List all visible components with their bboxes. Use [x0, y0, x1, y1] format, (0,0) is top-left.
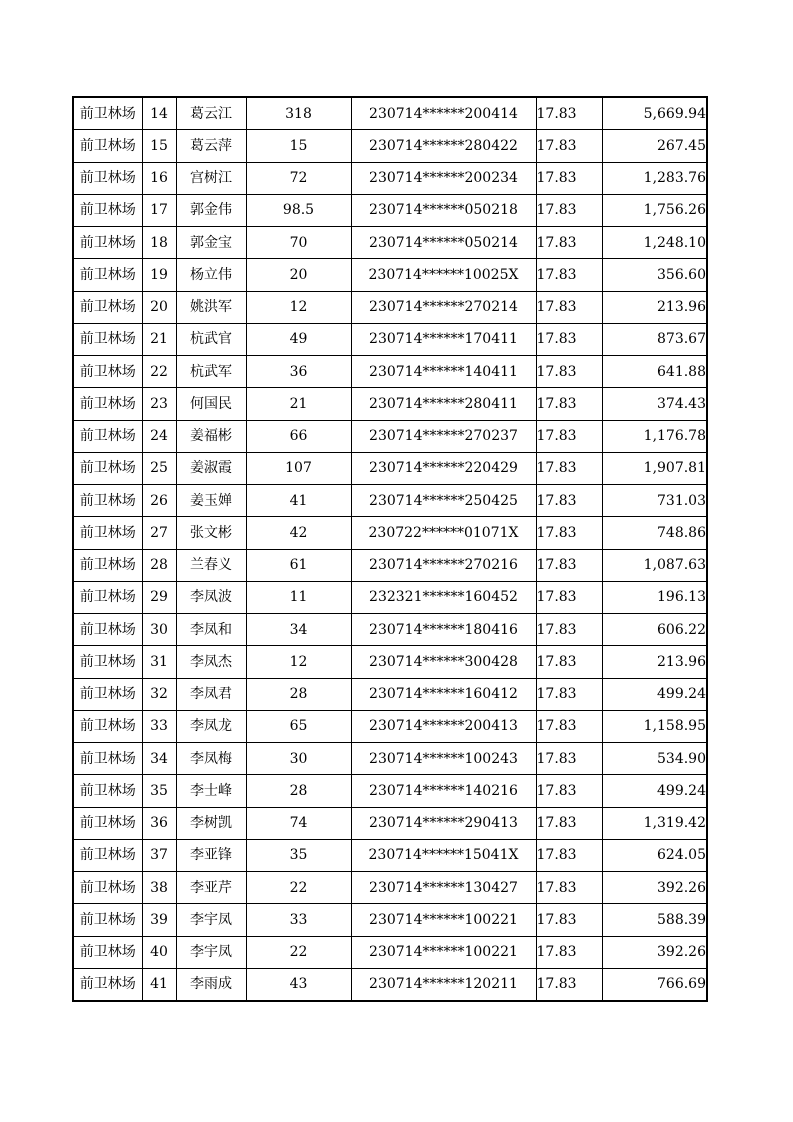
unit-cell: 前卫林场: [73, 162, 142, 194]
id-number-cell: 230722******01071X: [351, 517, 536, 549]
area-cell: 107: [246, 452, 351, 484]
id-number-cell: 230714******130427: [351, 872, 536, 904]
seq-cell: 26: [142, 485, 176, 517]
amount-cell: 267.45: [602, 130, 707, 162]
amount-cell: 1,248.10: [602, 227, 707, 259]
amount-cell: 1,087.63: [602, 549, 707, 581]
id-number-cell: 230714******10025X: [351, 259, 536, 291]
id-number-cell: 230714******200413: [351, 710, 536, 742]
id-number-cell: 230714******270214: [351, 291, 536, 323]
area-cell: 74: [246, 807, 351, 839]
table-row: [73, 194, 707, 226]
unit-price-cell: 17.83: [536, 872, 602, 904]
name-cell: 杭武官: [176, 323, 246, 355]
area-cell: 22: [246, 872, 351, 904]
seq-cell: 36: [142, 807, 176, 839]
table-row: [73, 936, 707, 968]
table-row: [73, 227, 707, 259]
unit-price-cell: 17.83: [536, 549, 602, 581]
unit-cell: 前卫林场: [73, 678, 142, 710]
name-cell: 李宇凤: [176, 904, 246, 936]
seq-cell: 22: [142, 356, 176, 388]
amount-cell: 196.13: [602, 581, 707, 613]
area-cell: 41: [246, 485, 351, 517]
id-number-cell: 230714******050218: [351, 194, 536, 226]
seq-cell: 40: [142, 936, 176, 968]
amount-cell: 1,283.76: [602, 162, 707, 194]
name-cell: 杭武军: [176, 356, 246, 388]
id-number-cell: 230714******100243: [351, 743, 536, 775]
unit-price-cell: 17.83: [536, 162, 602, 194]
area-cell: 28: [246, 678, 351, 710]
area-cell: 49: [246, 323, 351, 355]
unit-price-cell: 17.83: [536, 743, 602, 775]
name-cell: 李凤梅: [176, 743, 246, 775]
amount-cell: 374.43: [602, 388, 707, 420]
table-row: [73, 291, 707, 323]
unit-cell: 前卫林场: [73, 388, 142, 420]
seq-cell: 18: [142, 227, 176, 259]
amount-cell: 213.96: [602, 291, 707, 323]
unit-cell: 前卫林场: [73, 259, 142, 291]
table-row: [73, 162, 707, 194]
unit-cell: 前卫林场: [73, 517, 142, 549]
name-cell: 李亚锋: [176, 839, 246, 871]
area-cell: 98.5: [246, 194, 351, 226]
area-cell: 61: [246, 549, 351, 581]
name-cell: 姜福彬: [176, 420, 246, 452]
unit-price-cell: 17.83: [536, 839, 602, 871]
id-number-cell: 230714******170411: [351, 323, 536, 355]
amount-cell: 1,756.26: [602, 194, 707, 226]
table-row: [73, 581, 707, 613]
table-row: [73, 549, 707, 581]
amount-cell: 606.22: [602, 614, 707, 646]
seq-cell: 17: [142, 194, 176, 226]
name-cell: 李宇凤: [176, 936, 246, 968]
unit-cell: 前卫林场: [73, 323, 142, 355]
seq-cell: 41: [142, 968, 176, 1001]
table-row: [73, 839, 707, 871]
seq-cell: 37: [142, 839, 176, 871]
area-cell: 11: [246, 581, 351, 613]
id-number-cell: 230714******200234: [351, 162, 536, 194]
amount-cell: 356.60: [602, 259, 707, 291]
table-row: [73, 323, 707, 355]
unit-price-cell: 17.83: [536, 97, 602, 130]
name-cell: 姚洪军: [176, 291, 246, 323]
table-row: [73, 872, 707, 904]
area-cell: 42: [246, 517, 351, 549]
name-cell: 姜玉婵: [176, 485, 246, 517]
seq-cell: 31: [142, 646, 176, 678]
table-row: [73, 452, 707, 484]
id-number-cell: 230714******100221: [351, 904, 536, 936]
unit-cell: 前卫林场: [73, 291, 142, 323]
table-row: [73, 678, 707, 710]
unit-price-cell: 17.83: [536, 323, 602, 355]
area-cell: 28: [246, 775, 351, 807]
data-table: [72, 96, 708, 1002]
unit-price-cell: 17.83: [536, 356, 602, 388]
unit-cell: 前卫林场: [73, 452, 142, 484]
table-row: [73, 710, 707, 742]
id-number-cell: 230714******120211: [351, 968, 536, 1001]
seq-cell: 23: [142, 388, 176, 420]
area-cell: 66: [246, 420, 351, 452]
unit-price-cell: 17.83: [536, 194, 602, 226]
id-number-cell: 230714******140216: [351, 775, 536, 807]
name-cell: 李亚芹: [176, 872, 246, 904]
table-row: [73, 614, 707, 646]
seq-cell: 28: [142, 549, 176, 581]
unit-cell: 前卫林场: [73, 485, 142, 517]
table-row: [73, 420, 707, 452]
unit-price-cell: 17.83: [536, 807, 602, 839]
unit-price-cell: 17.83: [536, 517, 602, 549]
unit-price-cell: 17.83: [536, 291, 602, 323]
amount-cell: 499.24: [602, 775, 707, 807]
id-number-cell: 232321******160452: [351, 581, 536, 613]
area-cell: 20: [246, 259, 351, 291]
area-cell: 318: [246, 97, 351, 130]
unit-cell: 前卫林场: [73, 549, 142, 581]
table-row: [73, 646, 707, 678]
name-cell: 李凤君: [176, 678, 246, 710]
unit-cell: 前卫林场: [73, 904, 142, 936]
name-cell: 姜淑霞: [176, 452, 246, 484]
unit-cell: 前卫林场: [73, 194, 142, 226]
name-cell: 李凤杰: [176, 646, 246, 678]
unit-cell: 前卫林场: [73, 130, 142, 162]
unit-price-cell: 17.83: [536, 452, 602, 484]
amount-cell: 641.88: [602, 356, 707, 388]
name-cell: 郭金伟: [176, 194, 246, 226]
id-number-cell: 230714******280422: [351, 130, 536, 162]
area-cell: 72: [246, 162, 351, 194]
unit-cell: 前卫林场: [73, 356, 142, 388]
unit-price-cell: 17.83: [536, 775, 602, 807]
area-cell: 30: [246, 743, 351, 775]
seq-cell: 24: [142, 420, 176, 452]
seq-cell: 38: [142, 872, 176, 904]
table-row: [73, 743, 707, 775]
unit-cell: 前卫林场: [73, 581, 142, 613]
unit-price-cell: 17.83: [536, 485, 602, 517]
area-cell: 34: [246, 614, 351, 646]
table-row: [73, 388, 707, 420]
amount-cell: 731.03: [602, 485, 707, 517]
id-number-cell: 230714******290413: [351, 807, 536, 839]
amount-cell: 1,907.81: [602, 452, 707, 484]
seq-cell: 35: [142, 775, 176, 807]
seq-cell: 15: [142, 130, 176, 162]
amount-cell: 392.26: [602, 872, 707, 904]
amount-cell: 748.86: [602, 517, 707, 549]
unit-price-cell: 17.83: [536, 420, 602, 452]
table-row: [73, 517, 707, 549]
seq-cell: 19: [142, 259, 176, 291]
name-cell: 葛云江: [176, 97, 246, 130]
name-cell: 兰春义: [176, 549, 246, 581]
id-number-cell: 230714******160412: [351, 678, 536, 710]
unit-cell: 前卫林场: [73, 936, 142, 968]
unit-cell: 前卫林场: [73, 872, 142, 904]
unit-price-cell: 17.83: [536, 646, 602, 678]
unit-cell: 前卫林场: [73, 807, 142, 839]
name-cell: 李凤和: [176, 614, 246, 646]
id-number-cell: 230714******270237: [351, 420, 536, 452]
id-number-cell: 230714******280411: [351, 388, 536, 420]
amount-cell: 213.96: [602, 646, 707, 678]
name-cell: 何国民: [176, 388, 246, 420]
unit-price-cell: 17.83: [536, 968, 602, 1001]
seq-cell: 39: [142, 904, 176, 936]
id-number-cell: 230714******300428: [351, 646, 536, 678]
id-number-cell: 230714******15041X: [351, 839, 536, 871]
seq-cell: 33: [142, 710, 176, 742]
seq-cell: 32: [142, 678, 176, 710]
area-cell: 15: [246, 130, 351, 162]
name-cell: 张文彬: [176, 517, 246, 549]
unit-price-cell: 17.83: [536, 388, 602, 420]
unit-cell: 前卫林场: [73, 227, 142, 259]
unit-cell: 前卫林场: [73, 839, 142, 871]
unit-cell: 前卫林场: [73, 710, 142, 742]
table-row: [73, 485, 707, 517]
name-cell: 杨立伟: [176, 259, 246, 291]
area-cell: 33: [246, 904, 351, 936]
unit-cell: 前卫林场: [73, 743, 142, 775]
area-cell: 35: [246, 839, 351, 871]
amount-cell: 873.67: [602, 323, 707, 355]
area-cell: 21: [246, 388, 351, 420]
amount-cell: 1,158.95: [602, 710, 707, 742]
table-row: [73, 97, 707, 130]
unit-price-cell: 17.83: [536, 259, 602, 291]
unit-cell: 前卫林场: [73, 646, 142, 678]
seq-cell: 20: [142, 291, 176, 323]
unit-price-cell: 17.83: [536, 130, 602, 162]
amount-cell: 392.26: [602, 936, 707, 968]
name-cell: 宫树江: [176, 162, 246, 194]
seq-cell: 21: [142, 323, 176, 355]
unit-cell: 前卫林场: [73, 420, 142, 452]
name-cell: 李凤波: [176, 581, 246, 613]
unit-price-cell: 17.83: [536, 936, 602, 968]
unit-cell: 前卫林场: [73, 775, 142, 807]
unit-price-cell: 17.83: [536, 581, 602, 613]
id-number-cell: 230714******200414: [351, 97, 536, 130]
area-cell: 43: [246, 968, 351, 1001]
id-number-cell: 230714******100221: [351, 936, 536, 968]
id-number-cell: 230714******180416: [351, 614, 536, 646]
id-number-cell: 230714******050214: [351, 227, 536, 259]
area-cell: 12: [246, 291, 351, 323]
name-cell: 李凤龙: [176, 710, 246, 742]
area-cell: 70: [246, 227, 351, 259]
seq-cell: 14: [142, 97, 176, 130]
unit-price-cell: 17.83: [536, 614, 602, 646]
table-row: [73, 904, 707, 936]
name-cell: 葛云萍: [176, 130, 246, 162]
amount-cell: 766.69: [602, 968, 707, 1001]
table-row: [73, 130, 707, 162]
table-row: [73, 775, 707, 807]
seq-cell: 29: [142, 581, 176, 613]
name-cell: 郭金宝: [176, 227, 246, 259]
id-number-cell: 230714******270216: [351, 549, 536, 581]
name-cell: 李士峰: [176, 775, 246, 807]
amount-cell: 499.24: [602, 678, 707, 710]
seq-cell: 30: [142, 614, 176, 646]
unit-price-cell: 17.83: [536, 904, 602, 936]
unit-cell: 前卫林场: [73, 614, 142, 646]
unit-price-cell: 17.83: [536, 227, 602, 259]
area-cell: 22: [246, 936, 351, 968]
table-row: [73, 356, 707, 388]
seq-cell: 27: [142, 517, 176, 549]
unit-cell: 前卫林场: [73, 97, 142, 130]
seq-cell: 25: [142, 452, 176, 484]
id-number-cell: 230714******220429: [351, 452, 536, 484]
unit-price-cell: 17.83: [536, 710, 602, 742]
table-row: [73, 968, 707, 1001]
amount-cell: 624.05: [602, 839, 707, 871]
name-cell: 李雨成: [176, 968, 246, 1001]
table-row: [73, 807, 707, 839]
unit-price-cell: 17.83: [536, 678, 602, 710]
area-cell: 12: [246, 646, 351, 678]
name-cell: 李树凯: [176, 807, 246, 839]
seq-cell: 16: [142, 162, 176, 194]
amount-cell: 1,319.42: [602, 807, 707, 839]
amount-cell: 588.39: [602, 904, 707, 936]
table-row: [73, 259, 707, 291]
amount-cell: 534.90: [602, 743, 707, 775]
id-number-cell: 230714******250425: [351, 485, 536, 517]
area-cell: 65: [246, 710, 351, 742]
seq-cell: 34: [142, 743, 176, 775]
unit-cell: 前卫林场: [73, 968, 142, 1001]
table-body: [73, 97, 707, 1001]
amount-cell: 1,176.78: [602, 420, 707, 452]
amount-cell: 5,669.94: [602, 97, 707, 130]
area-cell: 36: [246, 356, 351, 388]
id-number-cell: 230714******140411: [351, 356, 536, 388]
